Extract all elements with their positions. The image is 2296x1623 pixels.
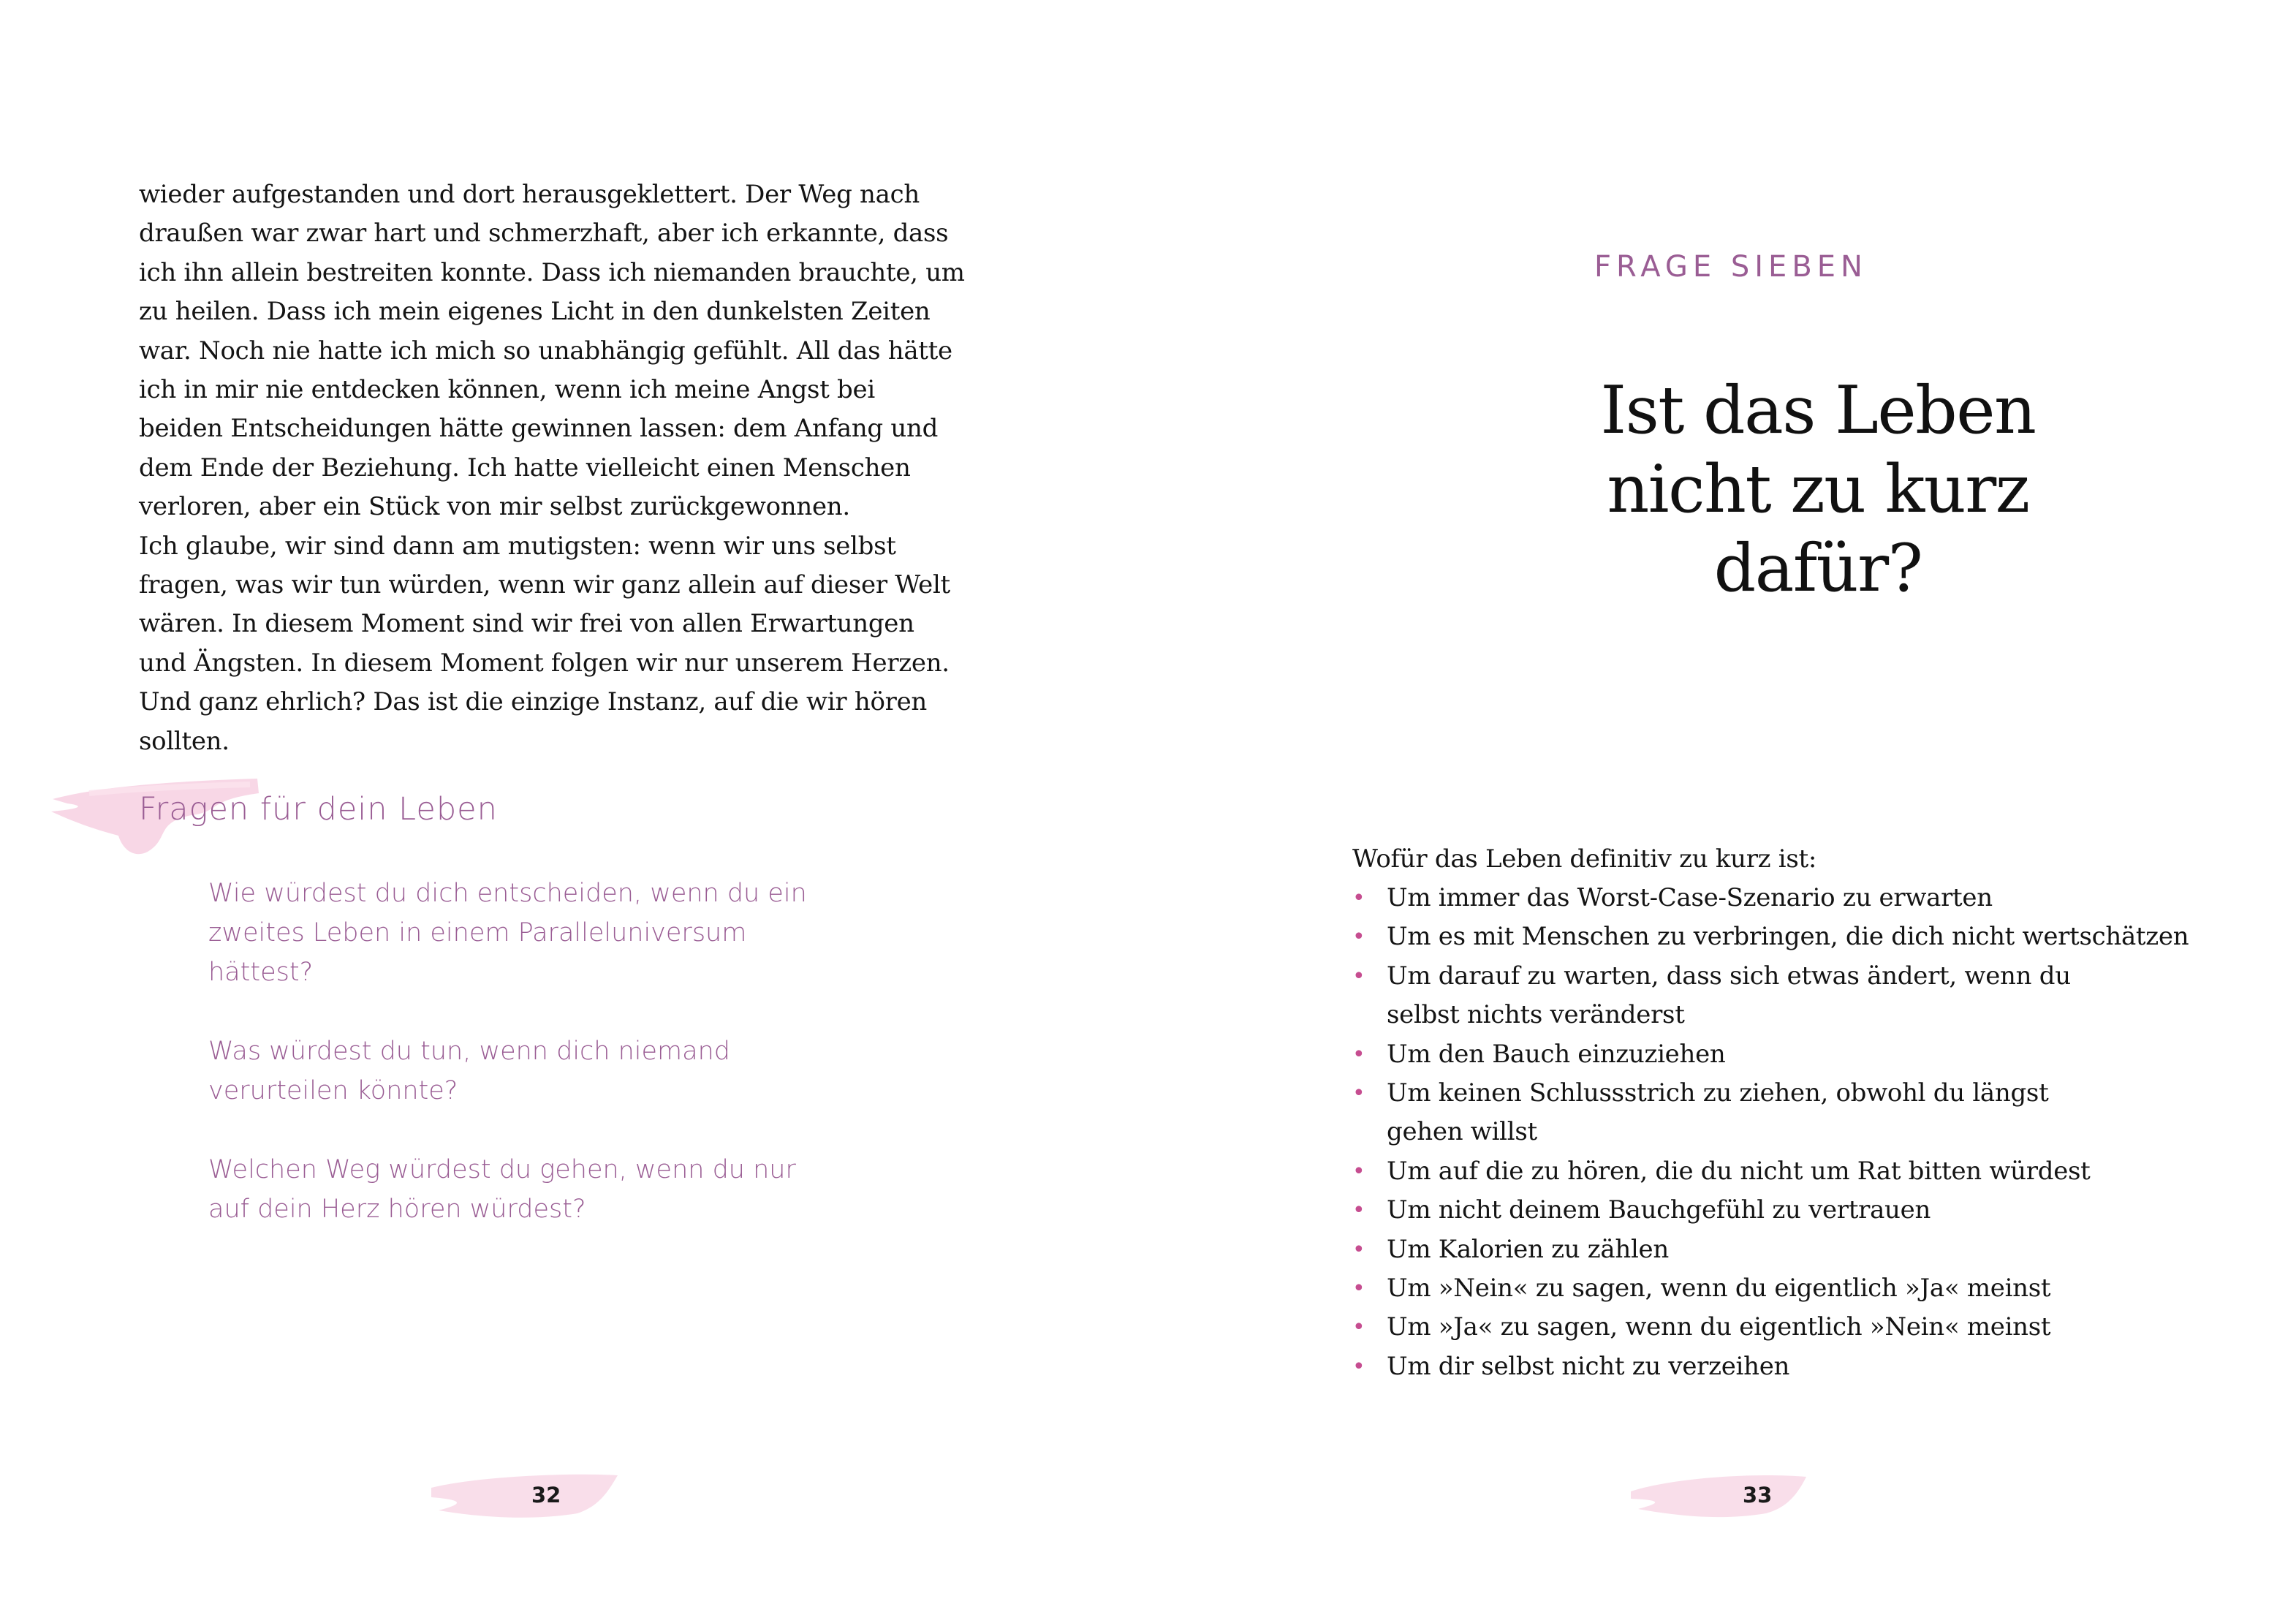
question-item: Wie würdest du dich entscheiden, wenn du ein zweites Leben in einem Paralleluniversum hättest? — [208, 879, 807, 987]
bullet-icon: • — [1352, 1081, 1365, 1107]
list-item: • Um auf die zu hören, die du nicht um Rat bitten würdest — [1352, 1152, 2273, 1191]
bullet-icon: • — [1352, 1353, 1365, 1380]
question-item: Welchen Weg würdest du gehen, wenn du nur auf dein Herz hören würdest? — [208, 1155, 796, 1224]
bullet-icon: • — [1352, 1276, 1365, 1302]
section-heading: Fragen für dein Leben — [139, 791, 498, 828]
list-item: • Um den Bauch einzuziehen — [1352, 1035, 2273, 1074]
list-item: • Um keinen Schlussstrich zu ziehen, obwohl du längst gehen willst — [1352, 1074, 2088, 1152]
bullet-icon: • — [1352, 1314, 1365, 1341]
right-page — [1148, 0, 2296, 1623]
page-number-brush — [1620, 1462, 1810, 1528]
bullet-icon: • — [1352, 885, 1365, 911]
list-item: • Um darauf zu warten, dass sich etwas ändert, wenn du selbst nichts veränderst — [1352, 957, 2147, 1035]
bullet-icon: • — [1352, 1041, 1365, 1067]
page-number: 33 — [1743, 1483, 1773, 1507]
list-item: • Um nicht deinem Bauchgefühl zu vertrauen — [1352, 1191, 2273, 1230]
bullet-icon: • — [1352, 1198, 1365, 1224]
body-paragraph-2: Ich glaube, wir sind dann am mutigsten: wenn wir uns selbst fragen, was wir tun würden, wenn wir ganz allein auf dieser Welt wären. In diesem Moment sind wir frei von allen Erwartungen und Ängsten. In diesem Moment folgen wir nur unserem Herzen. Und ganz ehrlich? Das ist die einzige Instanz, auf die wir hören sollten. — [139, 531, 950, 756]
chapter-title: Ist das Leben nicht zu kurz dafür? — [1600, 372, 2036, 607]
list-item: • Um es mit Menschen zu verbringen, die dich nicht wertschätzen — [1352, 918, 2273, 956]
body-text — [139, 175, 965, 761]
bullet-icon: • — [1352, 1158, 1365, 1184]
body-paragraph-1: wieder aufgestanden und dort herausgeklettert. Der Weg nach draußen war zwar hart und schmerzhaft, aber ich erkannte, dass ich ihn allein bestreiten konnte. Dass ich niemanden brauchte, um zu heilen. Dass ich mein eigenes Licht in den dunkelsten Zeiten war. Noch nie hatte ich mich so unabhängig gefühlt. All das hätte ich in mir nie entdecken können, wenn ich meine Angst bei beiden Entscheidungen hätte gewinnen lassen: dem Anfang und dem Ende der Beziehung. Ich hatte vielleicht einen Menschen verloren, aber ein Stück von mir selbst zurückgewonnen. — [139, 180, 965, 522]
question-item: Was würdest du tun, wenn dich niemand verurteilen könnte? — [208, 1037, 730, 1105]
list-item: • Um »Nein« zu sagen, wenn du eigentlich »Ja« meinst — [1352, 1269, 2273, 1308]
page-number-brush — [417, 1462, 621, 1528]
list-intro: Wofür das Leben definitiv zu kurz ist: — [1352, 844, 1817, 874]
chapter-eyebrow: FRAGE SIEBEN — [1594, 250, 1868, 284]
list-item: • Um »Ja« zu sagen, wenn du eigentlich »Nein« meinst — [1352, 1308, 2273, 1347]
bullet-icon: • — [1352, 963, 1365, 989]
page-number: 32 — [531, 1483, 561, 1507]
question-list — [208, 874, 939, 1268]
bullet-icon: • — [1352, 924, 1365, 950]
list-item: • Um Kalorien zu zählen — [1352, 1230, 2273, 1269]
bullet-icon: • — [1352, 1236, 1365, 1263]
list-item: • Um dir selbst nicht zu verzeihen — [1352, 1347, 2273, 1386]
bullet-list — [1352, 879, 2273, 1386]
list-item: • Um immer das Worst-Case-Szenario zu erwarten — [1352, 879, 2273, 918]
